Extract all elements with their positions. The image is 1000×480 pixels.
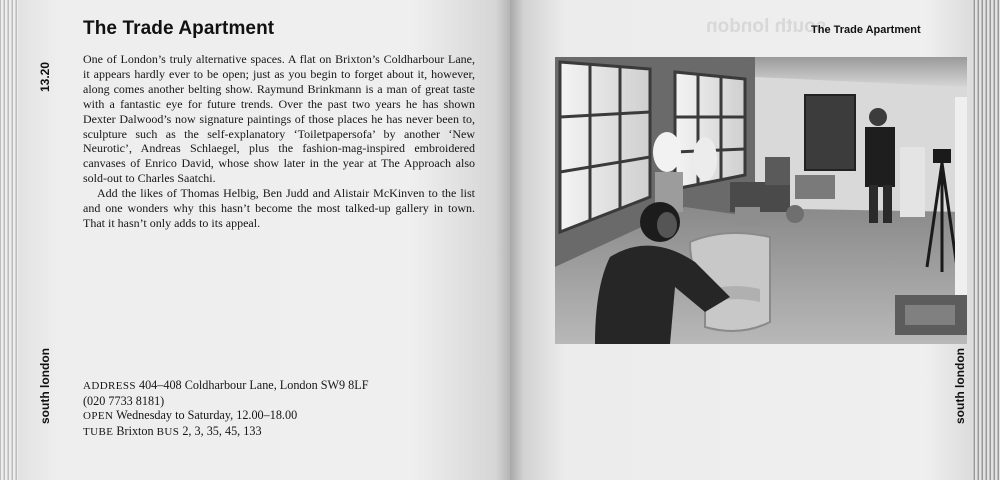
- running-head: The Trade Apartment: [811, 24, 921, 36]
- address-value: 404–408 Coldharbour Lane, London SW9 8LF: [138, 378, 369, 392]
- left-page: [18, 0, 510, 480]
- tube-label: TUBE: [83, 425, 114, 438]
- venue-info: [83, 378, 369, 439]
- page-number: 13.20: [38, 61, 52, 92]
- phone-line: (020 7733 8181): [83, 393, 165, 408]
- tube-value: Brixton: [116, 423, 154, 438]
- address-line: [83, 378, 369, 394]
- section-label-right: south london: [953, 348, 967, 424]
- paragraph-1: One of London’s truly alternative spaces. A flat on Brixton’s Coldharbour Lane, it appears hardly ever to be open; just as you begin to forget about it, however, along comes another belting show. Raymund Brinkmann is a man of great taste with a fantastic eye for future trends. Over the past two years he has shown Dexter Dalwood’s now signature paintings of those places he has never been to, sculpture such as the self-explanatory ‘Toiletpapersofa’ by another ‘New Neurotic’, Andreas Schlaegel, plus the fashion-mag-inspired embroidered canvases of Enrico David, whose show later in the year at The Approach also sold-out to Charles Saatchi.: [83, 52, 475, 186]
- open-value: Wednesday to Saturday, 12.00–18.00: [116, 408, 298, 422]
- article-body: [83, 52, 475, 231]
- transport-line: [83, 424, 369, 440]
- page-stack-right: [970, 0, 1000, 480]
- open-line: [83, 408, 369, 424]
- bus-value: 2, 3, 35, 45, 133: [182, 423, 262, 438]
- bus-label: BUS: [156, 425, 180, 438]
- address-label: ADDRESS: [83, 380, 136, 392]
- section-label-left: south london: [38, 348, 52, 424]
- right-page: [510, 0, 972, 480]
- open-label: OPEN: [83, 410, 114, 422]
- page-title: The Trade Apartment: [83, 18, 275, 39]
- show-through-text: south london: [706, 16, 827, 37]
- gallery-interior-photo: [555, 57, 967, 344]
- paragraph-2: Add the likes of Thomas Helbig, Ben Judd and Alistair McKinven to the list and one wonders why this hasn’t become the most talked-up gallery in town. That it hasn’t only adds to its appeal.: [83, 186, 475, 230]
